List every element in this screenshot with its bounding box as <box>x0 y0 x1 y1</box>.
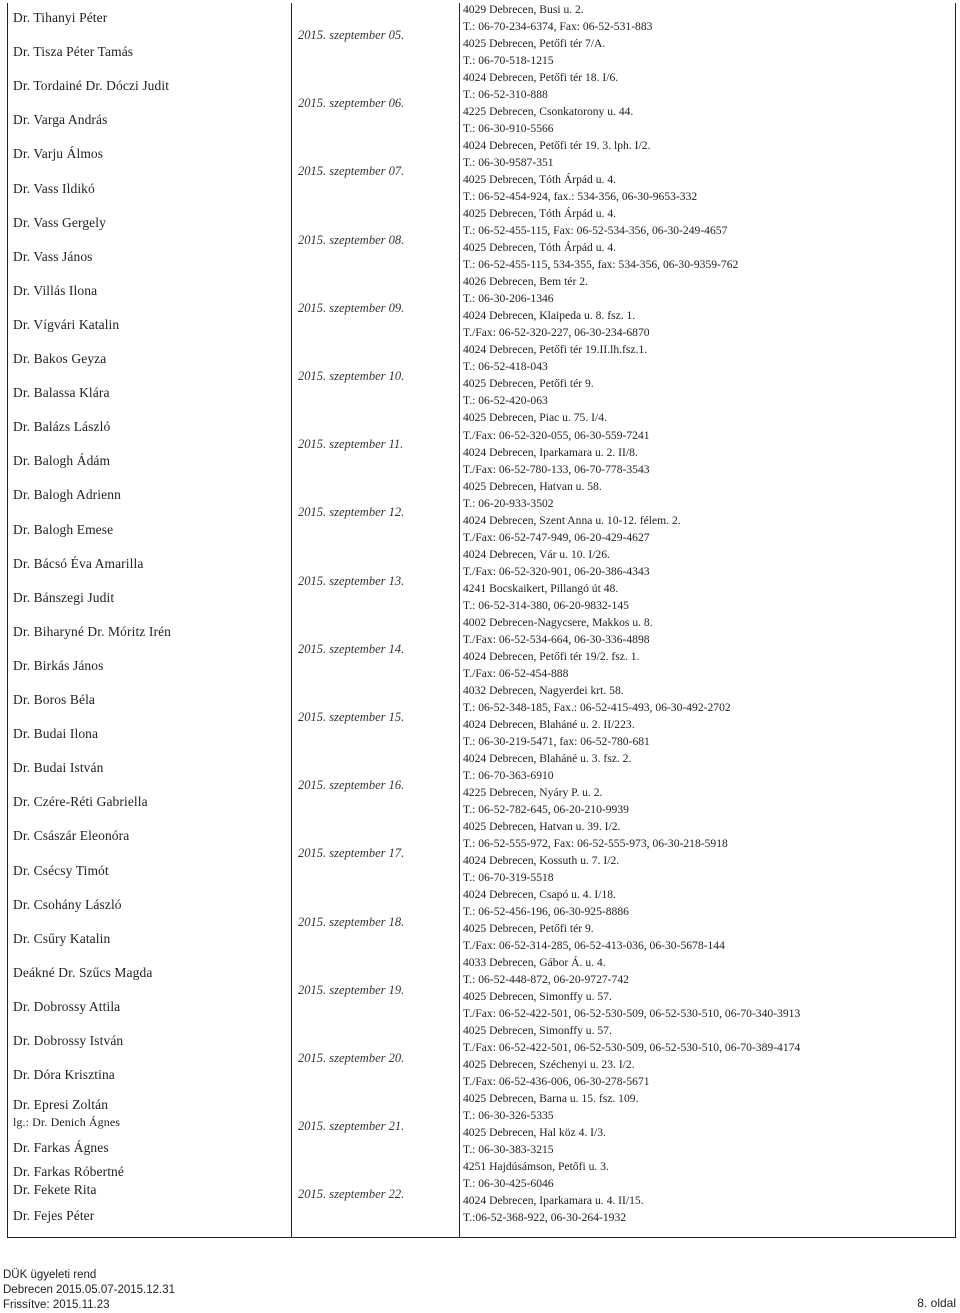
doctor-name: Dr. Balassa Klára <box>13 385 110 401</box>
doctor-name: Dr. Vass Ildikó <box>13 180 95 196</box>
doctor-name: Dr. Csécsy Timót <box>13 862 109 878</box>
phone-line: T.: 06-52-455-115, Fax: 06-52-534-356, 06-30-249-4657 <box>463 224 728 238</box>
duty-date: 2015. szeptember 07. <box>298 164 405 179</box>
doctor-name: Dr. Balogh Emese <box>13 521 114 537</box>
footer <box>3 1268 175 1313</box>
phone-line: T.: 06-30-219-5471, fax: 06-52-780-681 <box>463 734 650 748</box>
doctor-name: Dr. Tihanyi Péter <box>13 10 108 25</box>
address-line: 4029 Debrecen, Busi u. 2. <box>463 3 584 16</box>
phone-line: T.: 06-30-383-3215 <box>463 1143 554 1157</box>
phone-line: T.: 06-70-363-6910 <box>463 768 554 782</box>
address-line: 4033 Debrecen, Gábor Á. u. 4. <box>463 956 606 970</box>
doctor-name: Dr. Varju Álmos <box>13 146 104 162</box>
address-line: 4251 Hajdúsámson, Petőfi u. 3. <box>463 1160 609 1174</box>
duty-date: 2015. szeptember 14. <box>298 641 405 656</box>
address-line: 4225 Debrecen, Csonkatorony u. 44. <box>463 105 634 119</box>
address-line: 4025 Debrecen, Petőfi tér 7/A. <box>463 37 606 51</box>
address-line: 4025 Debrecen, Hatvan u. 39. I/2. <box>463 819 621 833</box>
phone-line: T.: 06-52-448-872, 06-20-9727-742 <box>463 973 629 987</box>
duty-date: 2015. szeptember 17. <box>298 846 405 861</box>
doctor-name: Dr. Boros Béla <box>13 692 96 707</box>
doctor-name: Dr. Farkas Ágnes <box>13 1140 109 1155</box>
doctor-name: lg.: Dr. Denich Ágnes <box>13 1115 121 1129</box>
duty-date: 2015. szeptember 12. <box>298 505 405 520</box>
footer-period: Debrecen 2015.05.07-2015.12.31 <box>3 1284 176 1296</box>
doctor-name: Dr. Budai István <box>13 760 104 776</box>
address-line: 4026 Debrecen, Bem tér 2. <box>463 275 588 289</box>
doctor-name: Dr. Bakos Geyza <box>13 351 107 366</box>
phone-line: T.: 06-30-206-1346 <box>463 292 554 306</box>
doctor-name: Dr. Villás Ilona <box>13 282 98 298</box>
address-line: 4024 Debrecen, Petőfi tér 18. I/6. <box>463 71 619 85</box>
phone-line: T./Fax: 06-52-747-949, 06-20-429-4627 <box>463 530 650 544</box>
phone-line: T.: 06-52-348-185, Fax.: 06-52-415-493, 06-30-492-2702 <box>463 700 731 714</box>
column-divider <box>291 3 292 1237</box>
address-line: 4024 Debrecen, Petőfi tér 19/2. fsz. 1. <box>463 649 640 663</box>
duty-date: 2015. szeptember 22. <box>298 1187 405 1202</box>
phone-line: T./Fax: 06-52-320-055, 06-30-559-7241 <box>463 428 650 442</box>
duty-date: 2015. szeptember 11. <box>298 437 404 452</box>
address-line: 4024 Debrecen, Csapó u. 4. I/18. <box>463 888 616 902</box>
doctor-name: Dr. Varga András <box>13 112 108 128</box>
phone-line: T.: 06-52-555-972, Fax: 06-52-555-973, 06-30-218-5918 <box>463 836 728 850</box>
address-line: 4024 Debrecen, Szent Anna u. 10-12. félem. 2. <box>463 513 681 527</box>
duty-date: 2015. szeptember 18. <box>298 914 405 929</box>
doctor-name: Dr. Bácsó Éva Amarilla <box>13 555 144 571</box>
address-line: 4025 Debrecen, Petőfi tér 9. <box>463 922 594 936</box>
duty-date: 2015. szeptember 05. <box>298 28 405 42</box>
address-line: 4024 Debrecen, Kossuth u. 7. I/2. <box>463 854 620 867</box>
phone-line: T.: 06-52-455-115, 534-355, fax: 534-356, 06-30-9359-762 <box>463 258 739 272</box>
phone-line: T./Fax: 06-52-422-501, 06-52-530-509, 06-52-530-510, 06-70-340-3913 <box>463 1007 801 1021</box>
address-line: 4025 Debrecen, Piac u. 75. I/4. <box>463 411 607 425</box>
duty-date: 2015. szeptember 19. <box>298 982 405 997</box>
address-line: 4032 Debrecen, Nagyerdei krt. 58. <box>463 683 624 697</box>
doctor-name: Dr. Vass János <box>13 248 93 264</box>
address-line: 4025 Debrecen, Tóth Árpád u. 4. <box>463 241 617 255</box>
column-divider <box>459 3 460 1237</box>
doctor-name: Dr. Balogh Ádám <box>13 453 111 469</box>
phone-line: T./Fax: 06-52-320-227, 06-30-234-6870 <box>463 326 650 340</box>
phone-line: T./Fax: 06-52-436-006, 06-30-278-5671 <box>463 1075 650 1089</box>
address-line: 4024 Debrecen, Blaháné u. 2. II/223. <box>463 717 635 731</box>
address-line: 4024 Debrecen, Petőfi tér 19.II.lh.fsz.1. <box>463 343 648 357</box>
doctor-name: Dr. Dobrossy István <box>13 1033 124 1048</box>
doctor-name: Dr. Bánszegi Judit <box>13 589 115 605</box>
page-number: 8. oldal <box>917 1296 956 1310</box>
phone-line: T./Fax: 06-52-314-285, 06-52-413-036, 06-30-5678-144 <box>463 939 725 953</box>
phone-line: T.: 06-20-933-3502 <box>463 496 554 510</box>
address-line: 4024 Debrecen, Blaháné u. 3. fsz. 2. <box>463 751 632 765</box>
phone-line: T.: 06-30-910-5566 <box>463 122 554 136</box>
doctor-name: Dr. Vass Gergely <box>13 214 106 230</box>
doctor-name: Dr. Vígvári Katalin <box>13 316 120 332</box>
phone-line: T.: 06-52-418-043 <box>463 360 548 374</box>
doctor-name: Dr. Farkas Róbertné <box>13 1164 125 1179</box>
address-line: 4025 Debrecen, Tóth Árpád u. 4. <box>463 173 617 187</box>
address-line: 4002 Debrecen-Nagycsere, Makkos u. 8. <box>463 615 653 629</box>
address-line: 4024 Debrecen, Klaipeda u. 8. fsz. 1. <box>463 309 636 323</box>
doctor-name: Dr. Dobrossy Attila <box>13 998 121 1014</box>
duty-date: 2015. szeptember 16. <box>298 778 405 793</box>
phone-line: T.:06-52-368-922, 06-30-264-1932 <box>463 1211 627 1225</box>
doctor-name: Dr. Fekete Rita <box>13 1182 97 1197</box>
address-line: 4025 Debrecen, Simonffy u. 57. <box>463 990 612 1004</box>
phone-line: T.: 06-52-420-063 <box>463 394 548 408</box>
phone-line: T.: 06-52-314-380, 06-20-9832-145 <box>463 598 629 612</box>
duty-date: 2015. szeptember 08. <box>298 232 405 247</box>
doctor-name: Dr. Tisza Péter Tamás <box>13 44 134 60</box>
phone-line: T.: 06-30-425-6046 <box>463 1177 554 1191</box>
duty-date: 2015. szeptember 21. <box>298 1119 405 1134</box>
doctor-name: Dr. Tordainé Dr. Dóczi Judit <box>13 78 170 94</box>
address-line: 4025 Debrecen, Tóth Árpád u. 4. <box>463 207 617 221</box>
phone-line: T.: 06-30-9587-351 <box>463 156 554 170</box>
duty-date: 2015. szeptember 09. <box>298 300 405 315</box>
address-line: 4024 Debrecen, Iparkamara u. 4. II/15. <box>463 1194 644 1208</box>
address-line: 4024 Debrecen, Iparkamara u. 2. II/8. <box>463 445 638 459</box>
duty-date: 2015. szeptember 15. <box>298 710 405 724</box>
phone-line: T./Fax: 06-52-454-888 <box>463 666 569 680</box>
phone-line: T./Fax: 06-52-320-901, 06-20-386-4343 <box>463 564 650 578</box>
phone-line: T.: 06-52-454-924, fax.: 534-356, 06-30-9653-332 <box>463 190 698 204</box>
phone-line: T.: 06-70-518-1215 <box>463 54 554 68</box>
phone-line: T.: 06-52-310-888 <box>463 88 548 102</box>
phone-line: T.: 06-52-456-196, 06-30-925-8886 <box>463 905 629 919</box>
duty-date: 2015. szeptember 10. <box>298 369 405 383</box>
phone-line: T./Fax: 06-52-780-133, 06-70-778-3543 <box>463 462 650 476</box>
doctor-name: Dr. Csohány László <box>13 896 122 912</box>
doctor-name: Dr. Fejes Péter <box>13 1208 95 1223</box>
doctor-name: Dr. Czére-Réti Gabriella <box>13 794 148 810</box>
phone-line: T./Fax: 06-52-422-501, 06-52-530-509, 06-52-530-510, 06-70-389-4174 <box>463 1041 801 1055</box>
address-line: 4025 Debrecen, Simonffy u. 57. <box>463 1024 612 1038</box>
address-line: 4024 Debrecen, Petőfi tér 19. 3. lph. I/2. <box>463 139 651 153</box>
doctor-name: Dr. Birkás János <box>13 657 104 673</box>
phone-line: T.: 06-70-319-5518 <box>463 871 554 885</box>
address-line: 4025 Debrecen, Hatvan u. 58. <box>463 479 602 493</box>
phone-line: T.: 06-70-234-6374, Fax: 06-52-531-883 <box>463 20 653 34</box>
doctor-name: Dr. Budai Ilona <box>13 726 99 742</box>
doctor-name: Dr. Balázs László <box>13 419 111 435</box>
doctor-name: Dr. Dóra Krisztina <box>13 1067 115 1083</box>
schedule-table <box>7 3 956 1238</box>
doctor-name: Deákné Dr. Szűcs Magda <box>13 964 153 980</box>
doctor-name: Dr. Csűry Katalin <box>13 930 111 946</box>
phone-line: T.: 06-52-782-645, 06-20-210-9939 <box>463 802 629 816</box>
address-line: 4025 Debrecen, Petőfi tér 9. <box>463 377 594 391</box>
phone-line: T.: 06-30-326-5335 <box>463 1109 554 1123</box>
doctor-name: Dr. Epresi Zoltán <box>13 1097 109 1112</box>
address-line: 4025 Debrecen, Hal köz 4. I/3. <box>463 1126 606 1140</box>
doctor-name: Dr. Balogh Adrienn <box>13 487 121 503</box>
doctor-name: Dr. Császár Eleonóra <box>13 828 130 844</box>
doctor-name: Dr. Biharyné Dr. Móritz Irén <box>13 623 172 639</box>
address-line: 4025 Debrecen, Széchenyi u. 23. I/2. <box>463 1058 635 1072</box>
footer-updated: Frissítve: 2015.11.23 <box>3 1299 110 1311</box>
duty-date: 2015. szeptember 20. <box>298 1051 405 1065</box>
address-line: 4225 Debrecen, Nyáry P. u. 2. <box>463 785 603 799</box>
phone-line: T./Fax: 06-52-534-664, 06-30-336-4898 <box>463 632 650 646</box>
address-line: 4241 Bocskaikert, Pillangó út 48. <box>463 581 619 595</box>
duty-date: 2015. szeptember 06. <box>298 96 405 111</box>
address-line: 4025 Debrecen, Barna u. 15. fsz. 109. <box>463 1092 639 1106</box>
footer-title: DÜK ügyeleti rend <box>3 1269 97 1281</box>
duty-date: 2015. szeptember 13. <box>298 573 405 588</box>
address-line: 4024 Debrecen, Vár u. 10. I/26. <box>463 547 610 561</box>
